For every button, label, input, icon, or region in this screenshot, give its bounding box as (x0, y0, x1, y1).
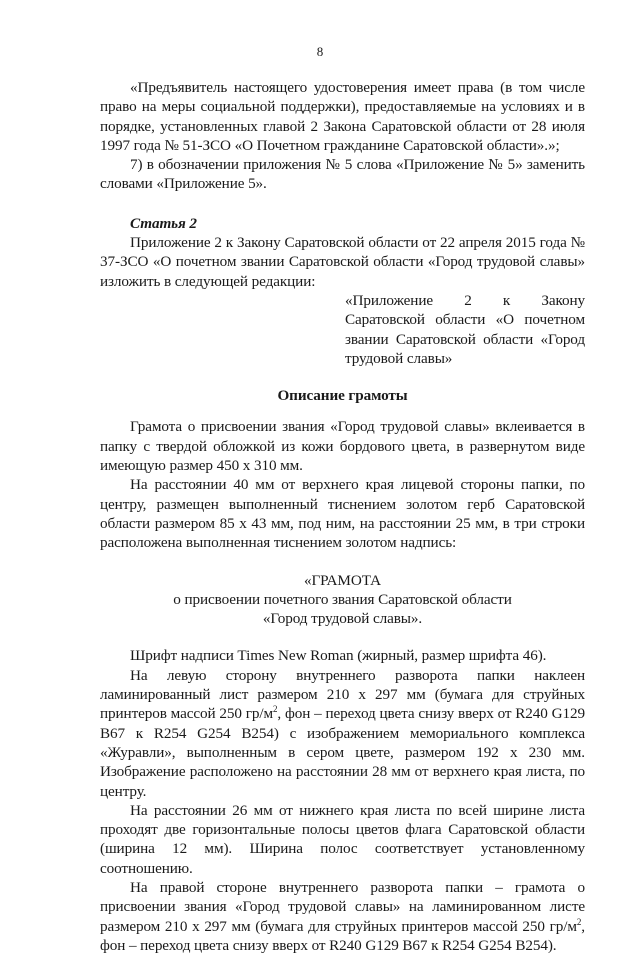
paragraph-appendix-2-amendment: Приложение 2 к Закону Саратовской области от 22 апреля 2015 года № 37-ЗСО «О почетном звании Саратовской области «Город трудовой славы» изложить в следующей редакции: (100, 234, 585, 290)
certificate-inscription-line-2: о присвоении почетного звания Саратовской области (173, 590, 512, 608)
paragraph-right-side-text-a: На правой стороне внутреннего разворота папки – грамота о присвоении звания «Город трудовой славы» на ламинированном листе размером 210 х 297 мм (бумага для струйных принтеров массой 250 гр/м (100, 878, 585, 935)
page-number: 8 (316, 44, 324, 59)
paragraph-left-side-text-a: На левую сторону внутреннего разворота папки наклеен ламинированный лист размером 210 х 297 мм (бумага для струйных принтеров массой 250 гр/м (100, 666, 585, 723)
paragraph-left-side-text-b: , фон – переход цвета снизу вверх от R240 G129 B67 к R254 G254 B254) с изображением мемориального комплекса «Журавли», выполненным в сером цвете, размером 192 х 230 мм. Изображение расположено на расстоянии 28 мм от верхнего края листа, по центру. (100, 705, 585, 800)
certificate-inscription (100, 571, 585, 629)
article-2-title: Статья 2 (130, 214, 197, 232)
certificate-inscription-line-3: «Город трудовой славы». (262, 610, 423, 628)
paragraph-flag-stripes: На расстоянии 26 мм от нижнего края листа по всей ширине листа проходят две горизонтальные полосы цветов флага Саратовской области (ширина 12 мм). Ширина полос соответствует установленному соотношению. (100, 801, 585, 877)
document-body (100, 78, 585, 955)
paragraph-font: Шрифт надписи Times New Roman (жирный, размер шрифта 46). (130, 647, 547, 665)
paragraph-left-side (100, 666, 585, 801)
paragraph-folder-description: Грамота о присвоении звания «Город трудовой славы» вклеивается в папку с твердой обложкой из кожи бордового цвета, в развернутом виде имеющую размер 450 х 310 мм. (100, 418, 585, 475)
paragraph-right-side-text-b: , фон – переход цвета снизу вверх от R240 G129 B67 к R254 G254 B254). (100, 917, 585, 954)
certificate-inscription-line-1: «ГРАМОТА (303, 571, 381, 589)
section-title-certificate-description: Описание грамоты (277, 387, 408, 405)
superscript-2: 2 (576, 916, 582, 927)
paragraph-coat-of-arms: На расстоянии 40 мм от верхнего края лицевой стороны папки, по центру, размещен выполненный тиснением золотом герб Саратовской области размером 85 х 43 мм, под ним, на расстоянии 25 мм, в три строки расположена выполненная тиснением золотом надпись: (100, 476, 585, 552)
appendix-reference: «Приложение 2 к Закону Саратовской области «О почетном звании Саратовской области «Город трудовой славы» (345, 291, 585, 367)
paragraph-certificate-rights: «Предъявитель настоящего удостоверения имеет права (в том числе право на меры социальной поддержки), предоставляемые на условиях и в порядке, установленных главой 2 Закона Саратовской области от 28 июля 1997 года № 51-ЗСО «О Почетном гражданине Саратовской области».»; (100, 79, 585, 154)
paragraph-item-7: 7) в обозначении приложения № 5 слова «Приложение № 5» заменить словами «Приложение 5». (100, 156, 585, 193)
paragraph-right-side (100, 878, 585, 955)
superscript-2: 2 (273, 704, 278, 715)
